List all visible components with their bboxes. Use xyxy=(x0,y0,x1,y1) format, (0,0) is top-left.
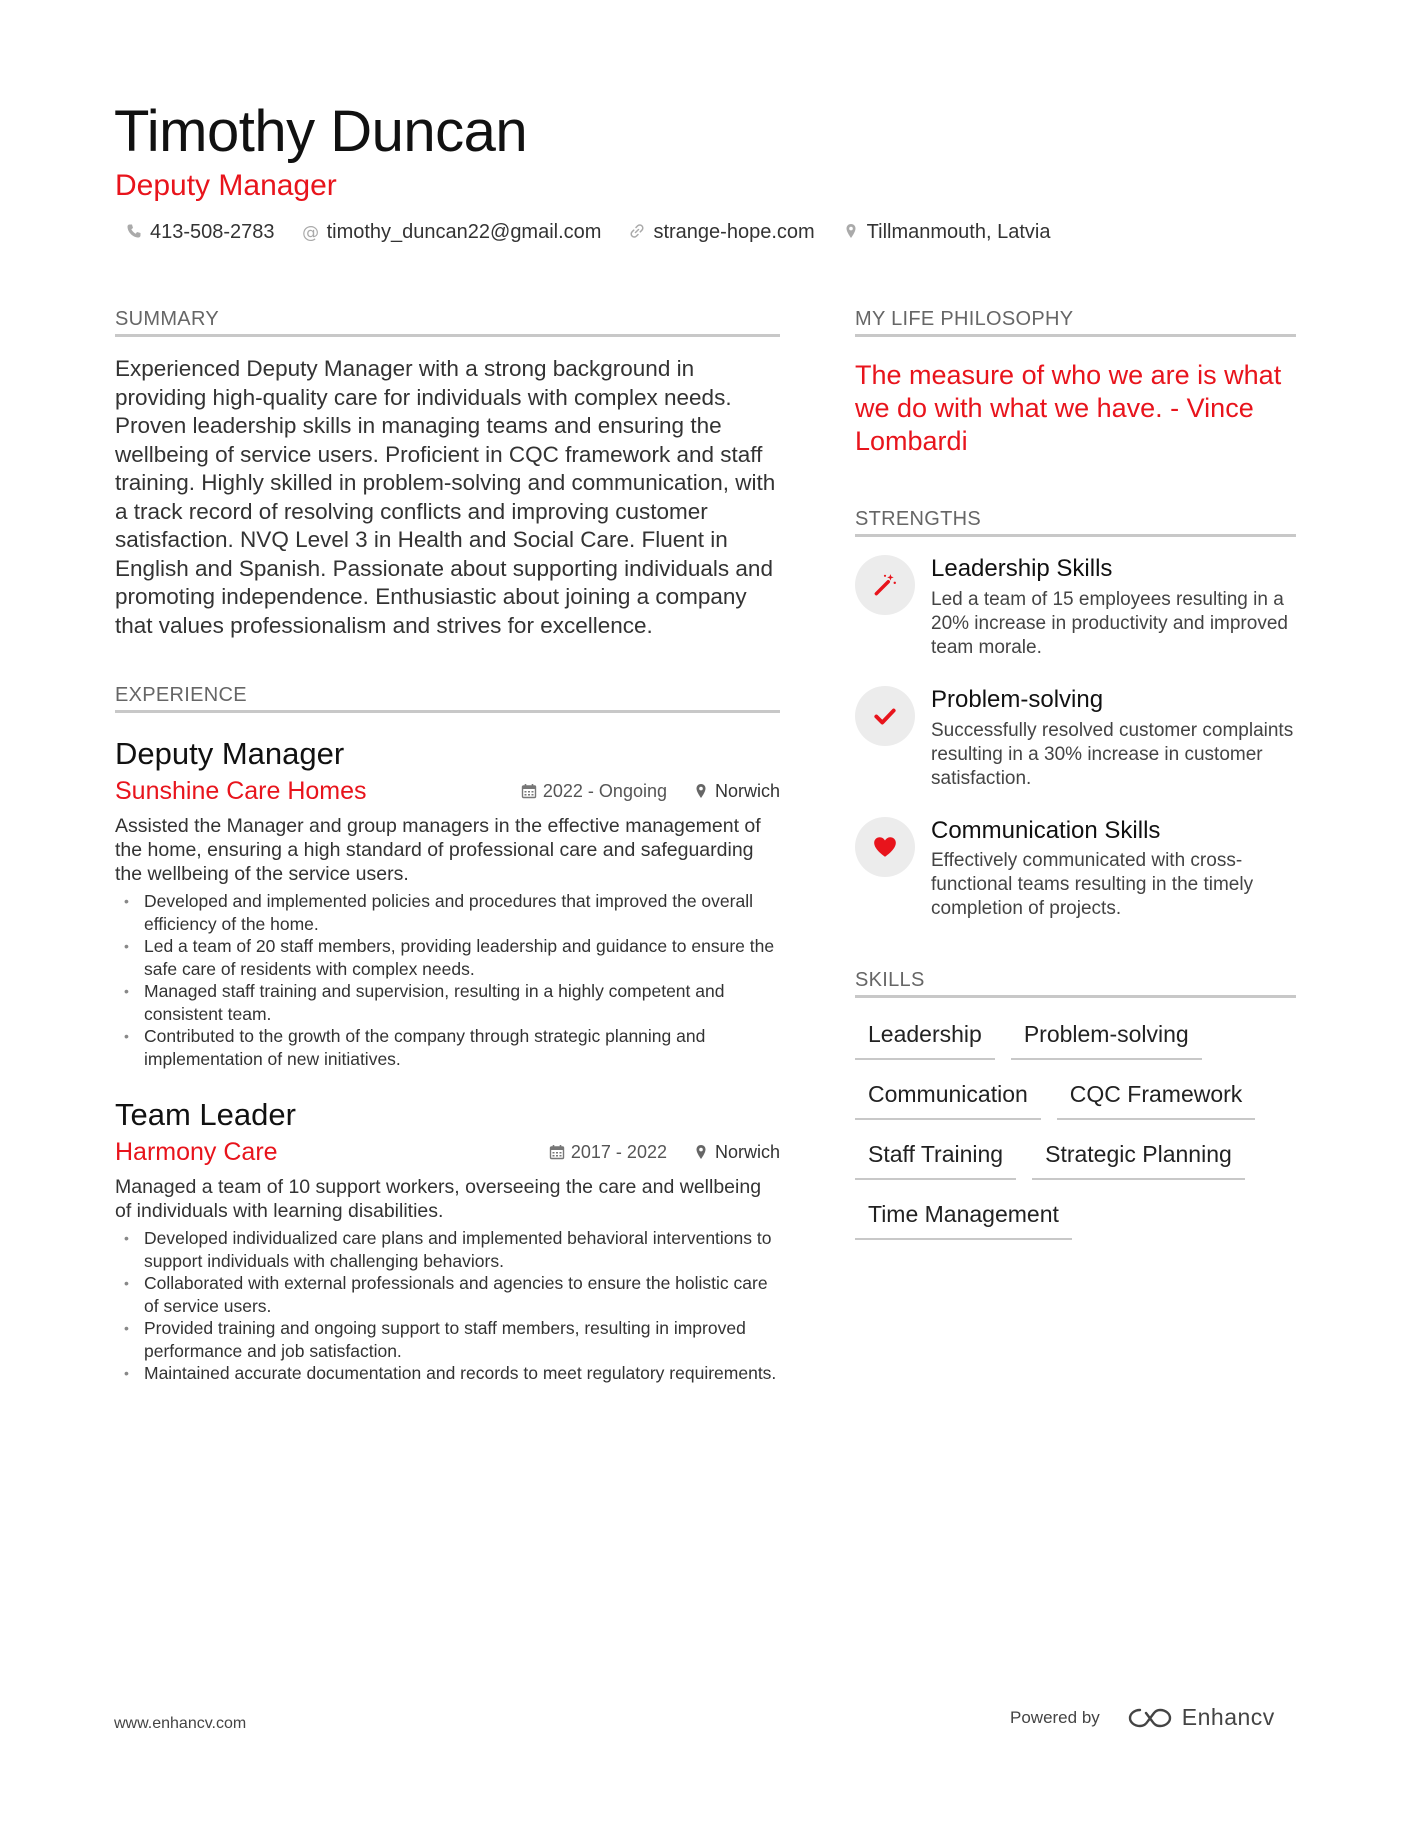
job-bullet: • Provided training and ongoing support to staff members, resulting in improved performance and job satisfaction. xyxy=(115,1317,780,1362)
enhancv-logo[interactable] xyxy=(1126,1704,1275,1731)
at-sign-icon: @ xyxy=(302,222,320,243)
contact-bar xyxy=(124,221,1076,244)
skills-heading: SKILLS xyxy=(855,967,1296,998)
job-bullet: • Contributed to the growth of the company through strategic planning and implementation of new initiatives. xyxy=(115,1025,780,1070)
skill-tag: CQC Framework xyxy=(1057,1072,1256,1120)
strength-body xyxy=(931,686,1296,791)
strength-title: Communication Skills xyxy=(931,816,1161,844)
strength-icon-badge xyxy=(855,686,915,746)
job-description: Managed a team of 10 support workers, overseeing the care and wellbeing of individuals with learning disabilities. xyxy=(115,1176,762,1223)
heart-icon xyxy=(872,834,898,860)
email-text: timothy_duncan22@gmail.com xyxy=(326,221,602,243)
job-meta xyxy=(495,781,780,802)
job-bullet: • Maintained accurate documentation and records to meet regulatory requirements. xyxy=(115,1362,780,1385)
job-dates xyxy=(549,1142,667,1163)
footer-branding xyxy=(1010,1704,1275,1731)
company-name: Sunshine Care Homes xyxy=(115,777,367,806)
link-icon xyxy=(627,223,647,243)
enhancv-logo-icon xyxy=(1126,1705,1174,1731)
job-location-text: Norwich xyxy=(714,780,780,801)
job-entry xyxy=(115,735,780,1070)
philosophy-quote: The measure of who we are is what we do with what we have. - Vince Lombardi xyxy=(855,360,1282,456)
strength-description: Effectively communicated with cross-functional teams resulting in the timely completion of projects. xyxy=(931,850,1254,920)
contact-phone[interactable] xyxy=(124,221,275,244)
job-dates-text: 2017 - 2022 xyxy=(570,1141,667,1162)
strength-item xyxy=(855,817,1296,922)
location-pin-icon xyxy=(693,783,709,799)
powered-by-label: Powered by xyxy=(1010,1707,1100,1727)
location-pin-icon xyxy=(841,223,861,243)
left-column xyxy=(115,306,780,1385)
strength-description: Led a team of 15 employees resulting in a 20% increase in productivity and improved team morale. xyxy=(931,588,1288,658)
summary-heading: SUMMARY xyxy=(115,306,780,337)
strength-icon-badge xyxy=(855,817,915,877)
job-meta xyxy=(523,1142,780,1163)
calendar-icon xyxy=(521,783,537,799)
job-header-row xyxy=(115,776,780,806)
phone-text: 413-508-2783 xyxy=(150,221,275,243)
skill-tag: Strategic Planning xyxy=(1032,1132,1245,1180)
job-dates-text: 2022 - Ongoing xyxy=(542,780,667,801)
skill-tag: Time Management xyxy=(855,1192,1072,1240)
strength-description: Successfully resolved customer complaints resulting in a 30% increase in customer satisfaction. xyxy=(931,719,1294,789)
calendar-icon xyxy=(549,1144,565,1160)
strength-body xyxy=(931,555,1296,660)
job-title: Team Leader xyxy=(115,1097,296,1133)
checkmark-icon xyxy=(872,703,898,729)
job-header-row xyxy=(115,1137,780,1167)
job-bullets xyxy=(115,890,780,1070)
phone-icon xyxy=(124,223,144,243)
contact-location xyxy=(841,221,1051,244)
philosophy-heading: MY LIFE PHILOSOPHY xyxy=(855,306,1296,337)
job-bullet: • Developed individualized care plans and implemented behavioral interventions to support individuals with challenging behaviors. xyxy=(115,1227,780,1272)
strength-title: Problem-solving xyxy=(931,685,1104,713)
strength-icon-badge xyxy=(855,555,915,615)
skill-tag: Problem-solving xyxy=(1011,1012,1202,1060)
strength-item xyxy=(855,555,1296,660)
candidate-title: Deputy Manager xyxy=(115,169,337,202)
job-bullet: • Collaborated with external professionals and agencies to ensure the holistic care of service users. xyxy=(115,1272,780,1317)
strengths-heading: STRENGTHS xyxy=(855,506,1296,537)
experience-heading: EXPERIENCE xyxy=(115,682,780,713)
location-pin-icon xyxy=(693,1144,709,1160)
skills-list xyxy=(855,1012,1296,1252)
company-name: Harmony Care xyxy=(115,1138,278,1167)
job-bullet: • Led a team of 20 staff members, providing leadership and guidance to ensure the safe care of residents with complex needs. xyxy=(115,935,780,980)
job-dates xyxy=(521,781,667,802)
strength-body xyxy=(931,817,1296,922)
enhancv-brand-text: Enhancv xyxy=(1181,1704,1275,1730)
skill-tag: Leadership xyxy=(855,1012,995,1060)
strength-title: Leadership Skills xyxy=(931,555,1113,582)
right-column xyxy=(855,306,1296,1252)
skill-tag: Staff Training xyxy=(855,1132,1016,1180)
magic-wand-icon xyxy=(872,572,898,598)
strength-item xyxy=(855,686,1296,791)
job-bullet: • Developed and implemented policies and procedures that improved the overall efficiency of the home. xyxy=(115,890,780,935)
job-bullets xyxy=(115,1227,780,1385)
location-text: Tillmanmouth, Latvia xyxy=(866,221,1051,243)
contact-website[interactable] xyxy=(627,221,814,244)
summary-text: Experienced Deputy Manager with a strong background in providing high-quality care for individuals with complex needs. Proven leadership skills in managing teams and ensuring the wellbeing of service users. Proficient in CQC framework and staff training. Highly skilled in problem-solving and communication, with a track record of resolving conflicts and improving customer satisfaction. NVQ Level 3 in Health and Social Care. Fluent in English and Spanish. Passionate about supporting individuals and promoting independence. Enthusiastic about joining a company that values professionalism and strives for excellence. xyxy=(115,356,776,638)
contact-email[interactable] xyxy=(301,221,602,244)
website-text: strange-hope.com xyxy=(653,221,815,243)
candidate-name: Timothy Duncan xyxy=(114,99,528,164)
job-title: Deputy Manager xyxy=(115,736,345,771)
footer-website-link[interactable]: www.enhancv.com xyxy=(114,1715,247,1732)
job-description: Assisted the Manager and group managers in the effective management of the home, ensuring a high standard of professional care and safeguarding the wellbeing of the service users. xyxy=(115,815,761,886)
job-entry xyxy=(115,1096,780,1385)
job-location-text: Norwich xyxy=(714,1141,780,1162)
job-location xyxy=(693,1142,780,1163)
job-bullet: • Managed staff training and supervision, resulting in a highly competent and consistent team. xyxy=(115,980,780,1025)
skill-tag: Communication xyxy=(855,1072,1041,1120)
job-location xyxy=(693,781,780,802)
